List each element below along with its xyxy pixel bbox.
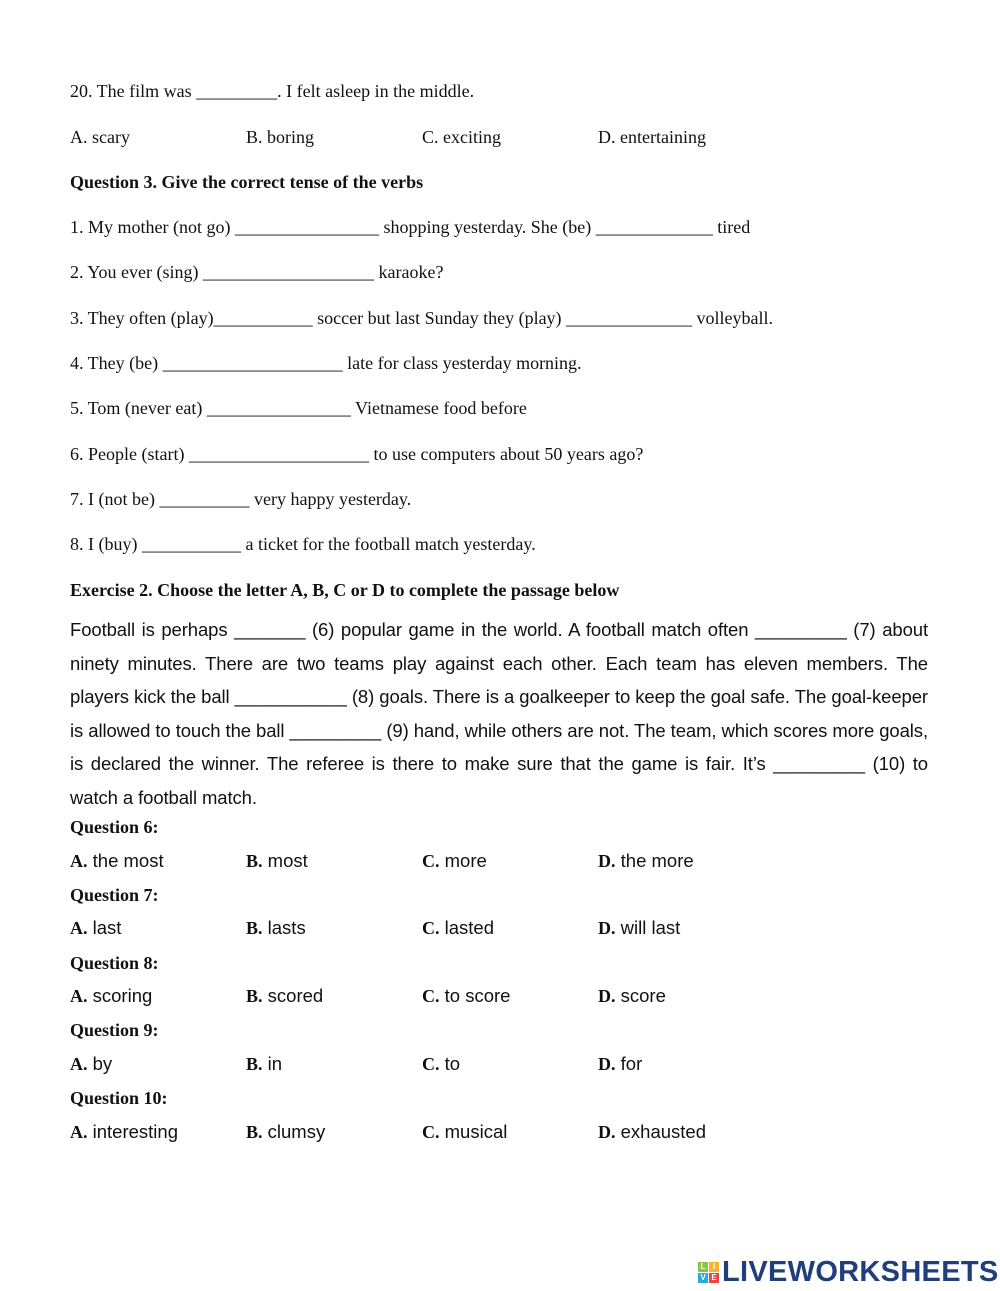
option-letter: B. xyxy=(246,986,263,1007)
option-c[interactable] xyxy=(422,1121,507,1143)
passage-text: Football is perhaps _______ (6) popular game in the world. A football match often _________ (7) about ninety minutes. There are two teams play against each other. Each team has eleven members. The players kick the ball ___________ (8) goals. There is a goalkeeper to keep the goal safe. The goal-keeper is allowed to touch the ball _________ (9) hand, while others are not. The team, which scores more goals, is declared the winner. The referee is there to make sure that the game is fair. It’s _________ (10) to watch a football match. xyxy=(70,619,928,808)
option-c[interactable] xyxy=(422,917,494,939)
question-3-heading: Question 3. Give the correct tense of the verbs xyxy=(70,172,424,192)
option-text: more xyxy=(439,849,487,871)
option-text: score xyxy=(615,985,666,1007)
option-text: to score xyxy=(439,985,511,1007)
option-letter: C. xyxy=(422,127,439,147)
option-letter: A. xyxy=(70,1121,88,1142)
question-label: Question 7: xyxy=(70,884,159,905)
option-letter: A. xyxy=(70,918,88,939)
option-letter: A. xyxy=(70,850,88,871)
verb-tense-item: 3. They often (play)___________ soccer but last Sunday they (play) ______________ volleyball. xyxy=(70,308,774,328)
option-letter: D. xyxy=(598,986,616,1007)
option-text: most xyxy=(262,849,308,871)
logo-cube: I xyxy=(709,1262,719,1272)
option-c[interactable] xyxy=(422,850,487,872)
option-a[interactable] xyxy=(70,1121,178,1143)
question-label: Question 9: xyxy=(70,1020,159,1041)
logo-cube: L xyxy=(698,1262,708,1272)
option-b[interactable] xyxy=(246,850,308,872)
option-text: musical xyxy=(439,1120,508,1142)
option-letter: C. xyxy=(422,850,440,871)
option-a[interactable] xyxy=(70,126,130,148)
question-label: Question 8: xyxy=(70,952,159,973)
option-letter: D. xyxy=(598,1053,616,1074)
option-text: the more xyxy=(615,849,694,871)
logo-cube: V xyxy=(698,1273,708,1283)
option-text: by xyxy=(87,1052,113,1074)
option-text: for xyxy=(615,1052,643,1074)
option-a[interactable] xyxy=(70,1053,112,1075)
logo-cubes-icon xyxy=(698,1262,719,1283)
option-letter: B. xyxy=(246,1121,263,1142)
exercise-2-heading: Exercise 2. Choose the letter A, B, C or D to complete the passage below xyxy=(70,580,620,600)
verb-tense-item: 1. My mother (not go) ________________ shopping yesterday. She (be) _____________ tired xyxy=(70,217,751,237)
option-text: clumsy xyxy=(262,1120,326,1142)
option-text: boring xyxy=(262,127,315,147)
option-text: in xyxy=(262,1052,283,1074)
option-b[interactable] xyxy=(246,1053,282,1075)
question-label: Question 6: xyxy=(70,817,159,837)
option-letter: A. xyxy=(70,127,88,147)
verb-tense-item: 5. Tom (never eat) ________________ Vietnamese food before xyxy=(70,398,527,418)
option-a[interactable] xyxy=(70,850,164,872)
option-a[interactable] xyxy=(70,917,121,939)
option-c[interactable] xyxy=(422,1053,460,1075)
option-letter: B. xyxy=(246,127,263,147)
question-label: Question 10: xyxy=(70,1088,168,1109)
option-text: to xyxy=(439,1052,461,1074)
option-text: entertaining xyxy=(615,127,706,147)
option-text: exciting xyxy=(438,127,501,147)
option-d[interactable] xyxy=(598,850,694,872)
option-letter: D. xyxy=(598,918,616,939)
option-text: the most xyxy=(87,849,164,871)
option-letter: B. xyxy=(246,918,263,939)
option-text: interesting xyxy=(87,1120,178,1142)
option-text: will last xyxy=(615,917,681,939)
option-b[interactable] xyxy=(246,985,323,1007)
option-b[interactable] xyxy=(246,917,306,939)
option-text: scary xyxy=(87,127,130,147)
option-text: lasts xyxy=(262,917,306,939)
logo-text: LIVEWORKSHEETS xyxy=(722,1256,999,1288)
option-b[interactable] xyxy=(246,1121,325,1143)
verb-tense-item: 6. People (start) ____________________ to use computers about 50 years ago? xyxy=(70,444,644,464)
option-text: scoring xyxy=(87,985,153,1007)
liveworksheets-logo xyxy=(698,1256,999,1289)
verb-tense-item: 2. You ever (sing) ___________________ karaoke? xyxy=(70,262,444,282)
option-letter: A. xyxy=(70,1053,88,1074)
option-c[interactable] xyxy=(422,126,501,148)
question-20-text: 20. The film was _________. I felt asleep in the middle. xyxy=(70,81,475,101)
option-letter: C. xyxy=(422,986,440,1007)
option-d[interactable] xyxy=(598,1053,642,1075)
verb-tense-item: 8. I (buy) ___________ a ticket for the football match yesterday. xyxy=(70,534,536,554)
option-c[interactable] xyxy=(422,985,510,1007)
option-letter: B. xyxy=(246,850,263,871)
option-letter: D. xyxy=(598,1121,616,1142)
option-letter: B. xyxy=(246,1053,263,1074)
logo-cube: E xyxy=(709,1273,719,1283)
option-d[interactable] xyxy=(598,126,706,148)
option-letter: C. xyxy=(422,1121,440,1142)
option-text: exhausted xyxy=(615,1120,707,1142)
option-letter: C. xyxy=(422,918,440,939)
option-b[interactable] xyxy=(246,126,314,148)
verb-tense-item: 4. They (be) ____________________ late for class yesterday morning. xyxy=(70,353,582,373)
option-letter: C. xyxy=(422,1053,440,1074)
option-letter: A. xyxy=(70,986,88,1007)
option-text: scored xyxy=(262,985,324,1007)
option-letter: D. xyxy=(598,127,616,147)
option-d[interactable] xyxy=(598,917,680,939)
option-text: last xyxy=(87,917,122,939)
option-text: lasted xyxy=(439,917,495,939)
option-letter: D. xyxy=(598,850,616,871)
verb-tense-item: 7. I (not be) __________ very happy yesterday. xyxy=(70,489,412,509)
option-d[interactable] xyxy=(598,1121,706,1143)
option-d[interactable] xyxy=(598,985,666,1007)
option-a[interactable] xyxy=(70,985,152,1007)
